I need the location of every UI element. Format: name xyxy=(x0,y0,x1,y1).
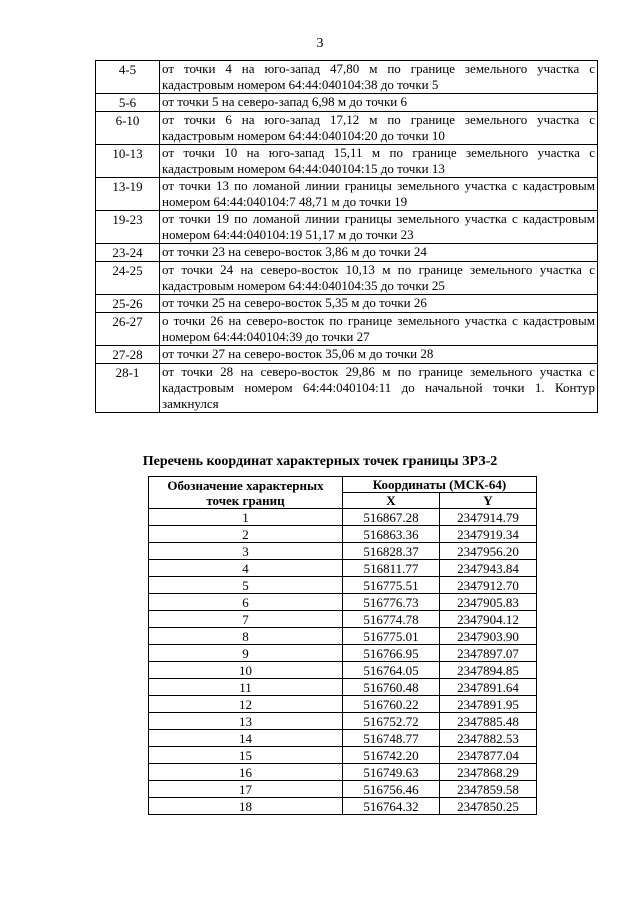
y-value: 2347903.90 xyxy=(440,628,537,645)
segment-description: от точки 19 по ломаной линии границы земельного участка с кадастровым номером 64:44:040104:19 51,17 м до точки 23 xyxy=(160,211,598,244)
y-header: Y xyxy=(440,493,537,509)
point-number: 6 xyxy=(149,594,343,611)
y-value: 2347894.85 xyxy=(440,662,537,679)
y-value: 2347877.04 xyxy=(440,747,537,764)
point-number: 8 xyxy=(149,628,343,645)
segment-code: 28-1 xyxy=(96,364,160,413)
x-value: 516775.01 xyxy=(343,628,440,645)
coord-row xyxy=(149,560,537,577)
y-value: 2347897.07 xyxy=(440,645,537,662)
coordinates-body xyxy=(149,509,537,815)
point-number: 5 xyxy=(149,577,343,594)
y-value: 2347859.58 xyxy=(440,781,537,798)
coord-row xyxy=(149,611,537,628)
segment-row xyxy=(96,346,598,364)
coord-row xyxy=(149,509,537,526)
coordinates-table xyxy=(148,476,537,815)
coord-row xyxy=(149,662,537,679)
segment-code: 26-27 xyxy=(96,313,160,346)
segment-code: 24-25 xyxy=(96,262,160,295)
point-number: 13 xyxy=(149,713,343,730)
x-value: 516863.36 xyxy=(343,526,440,543)
x-value: 516756.46 xyxy=(343,781,440,798)
coord-row xyxy=(149,696,537,713)
point-number: 17 xyxy=(149,781,343,798)
point-number: 10 xyxy=(149,662,343,679)
point-number: 4 xyxy=(149,560,343,577)
page-number: 3 xyxy=(316,36,324,51)
x-value: 516766.95 xyxy=(343,645,440,662)
coord-row xyxy=(149,594,537,611)
x-value: 516760.48 xyxy=(343,679,440,696)
segment-code: 19-23 xyxy=(96,211,160,244)
segment-row xyxy=(96,112,598,145)
coord-header-row xyxy=(149,477,537,493)
y-value: 2347912.70 xyxy=(440,577,537,594)
points-header: Обозначение характерных точек границ xyxy=(149,477,343,509)
coord-row xyxy=(149,764,537,781)
y-value: 2347956.20 xyxy=(440,543,537,560)
segment-code: 10-13 xyxy=(96,145,160,178)
section-title: Перечень координат характерных точек границы ЗРЗ-2 xyxy=(142,454,498,469)
point-number: 2 xyxy=(149,526,343,543)
segment-row xyxy=(96,145,598,178)
y-value: 2347882.53 xyxy=(440,730,537,747)
point-number: 16 xyxy=(149,764,343,781)
coord-row xyxy=(149,730,537,747)
segment-description: от точки 23 на северо-восток 3,86 м до точки 24 xyxy=(160,244,598,262)
point-number: 12 xyxy=(149,696,343,713)
y-value: 2347914.79 xyxy=(440,509,537,526)
point-number: 11 xyxy=(149,679,343,696)
coord-row xyxy=(149,713,537,730)
y-value: 2347850.25 xyxy=(440,798,537,815)
x-value: 516828.37 xyxy=(343,543,440,560)
segment-row xyxy=(96,94,598,112)
coord-row xyxy=(149,526,537,543)
segment-description: от точки 10 на юго-запад 15,11 м по границе земельного участка с кадастровым номером 64:44:040104:15 до точки 13 xyxy=(160,145,598,178)
segment-code: 25-26 xyxy=(96,295,160,313)
segment-description: о точки 26 на северо-восток по границе земельного участка с кадастровым номером 64:44:040104:39 до точки 27 xyxy=(160,313,598,346)
coord-row xyxy=(149,781,537,798)
coord-row xyxy=(149,543,537,560)
x-value: 516774.78 xyxy=(343,611,440,628)
segment-row xyxy=(96,295,598,313)
x-value: 516776.73 xyxy=(343,594,440,611)
x-value: 516749.63 xyxy=(343,764,440,781)
segment-description: от точки 4 на юго-запад 47,80 м по границе земельного участка с кадастровым номером 64:44:040104:38 до точки 5 xyxy=(160,61,598,94)
segment-row xyxy=(96,262,598,295)
segment-description: от точки 6 на юго-запад 17,12 м по границе земельного участка с кадастровым номером 64:44:040104:20 до точки 10 xyxy=(160,112,598,145)
point-number: 15 xyxy=(149,747,343,764)
y-value: 2347943.84 xyxy=(440,560,537,577)
segment-row xyxy=(96,178,598,211)
y-value: 2347904.12 xyxy=(440,611,537,628)
segment-description: от точки 27 на северо-восток 35,06 м до точки 28 xyxy=(160,346,598,364)
x-value: 516764.05 xyxy=(343,662,440,679)
y-value: 2347868.29 xyxy=(440,764,537,781)
x-value: 516742.20 xyxy=(343,747,440,764)
segment-row xyxy=(96,244,598,262)
x-value: 516764.32 xyxy=(343,798,440,815)
segment-code: 23-24 xyxy=(96,244,160,262)
segment-description: от точки 24 на северо-восток 10,13 м по границе земельного участка с кадастровым номером 64:44:040104:35 до точки 25 xyxy=(160,262,598,295)
coord-row xyxy=(149,798,537,815)
point-number: 3 xyxy=(149,543,343,560)
segment-row xyxy=(96,364,598,413)
segment-code: 13-19 xyxy=(96,178,160,211)
coord-row xyxy=(149,577,537,594)
segment-row xyxy=(96,313,598,346)
boundary-segments-table xyxy=(95,60,598,413)
point-number: 7 xyxy=(149,611,343,628)
segment-description: от точки 5 на северо-запад 6,98 м до точки 6 xyxy=(160,94,598,112)
y-value: 2347905.83 xyxy=(440,594,537,611)
segment-row xyxy=(96,61,598,94)
point-number: 9 xyxy=(149,645,343,662)
point-number: 1 xyxy=(149,509,343,526)
y-value: 2347891.95 xyxy=(440,696,537,713)
x-value: 516748.77 xyxy=(343,730,440,747)
x-value: 516811.77 xyxy=(343,560,440,577)
y-value: 2347885.48 xyxy=(440,713,537,730)
point-number: 18 xyxy=(149,798,343,815)
coords-header: Координаты (МСК-64) xyxy=(343,477,537,493)
segment-code: 27-28 xyxy=(96,346,160,364)
x-header: X xyxy=(343,493,440,509)
x-value: 516867.28 xyxy=(343,509,440,526)
y-value: 2347919.34 xyxy=(440,526,537,543)
coord-row xyxy=(149,679,537,696)
segment-row xyxy=(96,211,598,244)
segments-body xyxy=(96,61,598,413)
x-value: 516760.22 xyxy=(343,696,440,713)
segment-description: от точки 13 по ломаной линии границы земельного участка с кадастровым номером 64:44:040104:7 48,71 м до точки 19 xyxy=(160,178,598,211)
segment-description: от точки 28 на северо-восток 29,86 м по границе земельного участка с кадастровым номером 64:44:040104:11 до начальной точки 1. Контур замкнулся xyxy=(160,364,598,413)
point-number: 14 xyxy=(149,730,343,747)
segment-code: 6-10 xyxy=(96,112,160,145)
x-value: 516752.72 xyxy=(343,713,440,730)
segment-code: 5-6 xyxy=(96,94,160,112)
coord-row xyxy=(149,747,537,764)
x-value: 516775.51 xyxy=(343,577,440,594)
segment-code: 4-5 xyxy=(96,61,160,94)
segment-description: от точки 25 на северо-восток 5,35 м до точки 26 xyxy=(160,295,598,313)
coord-row xyxy=(149,628,537,645)
coord-row xyxy=(149,645,537,662)
y-value: 2347891.64 xyxy=(440,679,537,696)
